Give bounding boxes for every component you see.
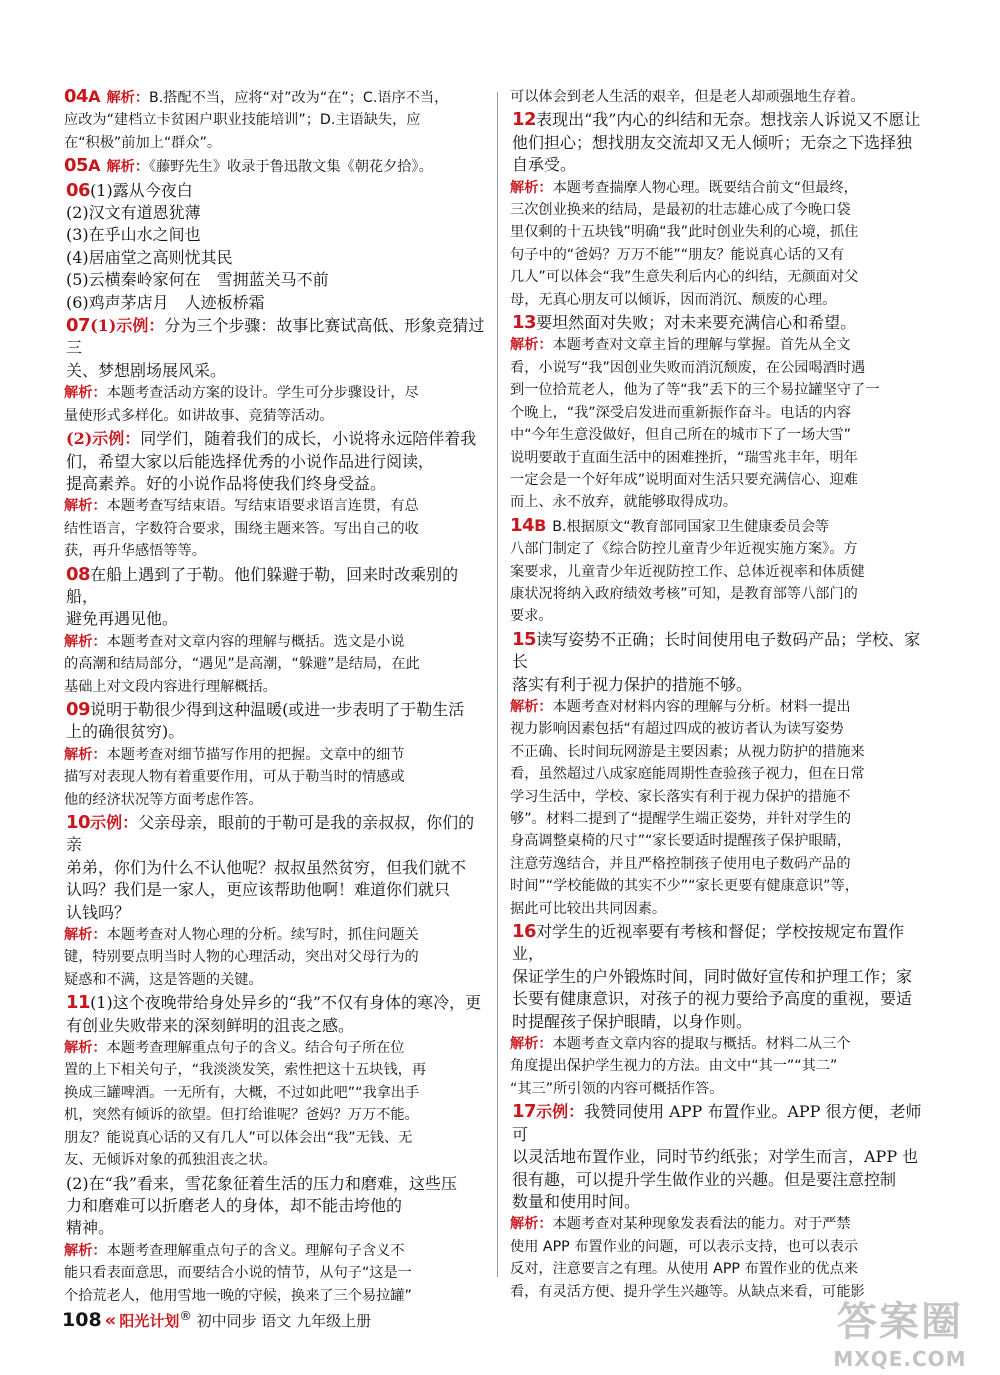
answer-line: (2)汉文有道恩犹薄 [66, 203, 201, 223]
answer-line: 弟弟，你们为什么不认他呢？叔叔虽然贫穷，但我们就不 [66, 857, 467, 877]
answer-item [510, 1101, 930, 1303]
analysis-line: 使用 APP 布置作业的问题，可以表示支持，也可以表示 [510, 1238, 858, 1255]
label-tag: 示例： [90, 813, 139, 832]
analysis-line: 解析：本题考查写结束语。写结束语要求语言连贯，有总 [64, 498, 419, 515]
watermark-line2: MXQE.COM [833, 1347, 967, 1371]
analysis-line: 结性语言，字数符合要求，围绕主题来答。写出自己的收 [64, 520, 419, 537]
answer-item [510, 312, 930, 514]
answer-item [510, 921, 930, 1100]
analysis-line: 解析：本题考查理解重点句子的含义。理解句子含义不 [64, 1242, 405, 1259]
analysis-line: 置的上下相关句子，“我淡淡发笑，索性把这十五块钱，再 [64, 1062, 427, 1079]
analysis-line: 够”。材料二提到了“提醒学生端正姿势，并针对学生的 [510, 811, 852, 827]
label-tag: 解析： [510, 1036, 553, 1053]
analysis-line: 据此可比较出共同因素。 [510, 900, 667, 917]
analysis-line: 要求。 [510, 608, 553, 625]
analysis-line: 基础上对文段内容进行理解概括。 [64, 678, 277, 695]
analysis-line: 看，小说写“我”因创业失败而消沉颓废，在公园喝酒时遇 [510, 359, 866, 376]
analysis-line: 解析：本题考查理解重点句子的含义。结合句子所在位 [64, 1040, 405, 1057]
analysis-line: 友、无倾诉对象的孤独沮丧之状。 [64, 1152, 277, 1169]
analysis-line: 解析：本题考查文章内容的提取与概括。材料二从三个 [510, 1036, 851, 1053]
registered-mark: ® [179, 1308, 192, 1323]
answer-line: 提高素养。好的小说作品将使我们终身受益。 [66, 473, 387, 493]
answer-item [510, 515, 930, 628]
analysis-line: 注意劳逸结合，并且严格控制孩子使用电子数码产品的 [510, 855, 851, 872]
question-number: 12 [512, 109, 537, 131]
question-number: 13 [512, 312, 537, 334]
analysis-line: 解析：本题考查对文章内容的理解与概括。选文是小说 [64, 633, 405, 650]
answer-item [64, 428, 486, 562]
analysis-line: 换成三罐啤酒。一无所有，大概，不过如此吧”“我拿出手 [64, 1084, 420, 1101]
column-divider [497, 92, 498, 1277]
analysis-line: 中“今年生意没做好，但自己所在的城市下了一场大雪” [510, 427, 852, 444]
answer-line: 10示例：父亲母亲，眼前的于勒可是我的亲叔叔，你们的亲 [66, 812, 475, 855]
watermark-line1: 答案圈 [837, 1299, 963, 1345]
answer-line: (6)鸡声茅店月 人迹板桥霜 [66, 292, 265, 312]
answer-line: 认钱吗？ [66, 902, 131, 922]
analysis-line: 八部门制定了《综合防控儿童青少年近视实施方案》。方 [510, 541, 858, 558]
analysis-line: 获，再升华感悟等等。 [64, 543, 206, 560]
analysis-line: 解析：本题考查对人物心理的分析。续写时，抓住问题关 [64, 927, 419, 944]
analysis-line: 角度提出保护学生视力的方法。由文中“其一”“其二” [510, 1058, 838, 1075]
answer-item [64, 564, 486, 698]
left-column [64, 86, 486, 1308]
answer-item [64, 992, 486, 1171]
analysis-line: 个拾荒老人，他用雪地一晚的守候，换来了三个易拉罐” [64, 1287, 412, 1304]
analysis-line: 看，虽然超过八成家庭能周期性查验孩子视力，但在日常 [510, 766, 865, 783]
answer-item [510, 86, 930, 108]
answer-letter: A [88, 156, 101, 176]
analysis-line: 视力影响因素包括“有超过四成的被访者认为读写姿势 [510, 721, 844, 738]
label-tag: 解析： [64, 927, 107, 944]
question-number: 09 [66, 698, 91, 720]
answer-line: 上的确很贫穷)。 [66, 722, 185, 742]
answer-line: 避免再遇见他。 [66, 609, 179, 629]
chevron-left-icon: « [104, 1310, 117, 1331]
answer-line: 06(1)露从今夜白 [66, 179, 193, 201]
analysis-line: 时间”“学校能做的其实不少”“家长更要有健康意识”等， [510, 878, 859, 895]
answer-letter: A [88, 87, 101, 106]
question-number: 14 [510, 514, 535, 536]
analysis-line: 康状况将纳入政府绩效考核”可知，是教育部等八部门的 [510, 585, 858, 602]
label-tag: 解析： [510, 1216, 553, 1233]
analysis-line: 应改为“建档立卡贫困户职业技能培训”；D.主语缺失，应 [64, 112, 421, 129]
label-tag: 解析： [106, 159, 150, 176]
answer-line: 保证学生的户外锻炼时间，同时做好宣传和护理工作；家 [512, 966, 913, 986]
label-tag: 解析： [64, 1040, 107, 1057]
analysis-line: 04A 解析：B.搭配不当，应将“对”改为“在”；C.语序不当， [64, 86, 449, 107]
answer-line: 自承受。 [512, 155, 577, 175]
answer-line: (5)云横秦岭家何在 雪拥蓝关马不前 [66, 270, 329, 290]
answer-item [510, 629, 930, 920]
label-tag: 示例： [536, 1102, 585, 1122]
answer-line: 们，希望大家以后能选择优秀的小说作品进行阅读， [66, 451, 435, 471]
answer-letter: B [534, 515, 547, 535]
analysis-line: 量使形式多样化。如讲故事、竞猜等活动。 [64, 407, 334, 424]
analysis-line: 朋友？能说真心话的又有几人”可以体会出“我”无钱、无 [64, 1129, 413, 1146]
analysis-line: 个晚上，“我”深受启发进而重新振作奋斗。电话的内容 [510, 404, 852, 421]
question-number: 04 [64, 86, 89, 107]
analysis-line: 解析：本题考查对某种现象发表看法的能力。对于严禁 [510, 1216, 851, 1233]
analysis-line: 母，无真心朋友可以倾诉，因而消沉、颓废的心理。 [510, 291, 837, 308]
book-title: 初中同步 语文 九年级上册 [196, 1312, 372, 1330]
question-number: 17 [512, 1101, 537, 1123]
answer-line: 数量和使用时间。 [512, 1191, 641, 1211]
analysis-line: 机，突然有倾诉的欲望。但打给谁呢？爸妈？万万不能。 [64, 1107, 419, 1124]
analysis-line: 在“积极”前加上“群众”。 [64, 134, 222, 151]
answer-line: 很有趣，可以提升学生做作业的兴趣。但是要注意控制 [512, 1169, 897, 1189]
answer-line: 13要坦然面对失败；对未来要充满信心和希望。 [512, 312, 857, 334]
analysis-line: 一定会是一个好年成”说明面对生活只要充满信心、迎难 [510, 471, 858, 488]
label-tag: 解析： [510, 337, 553, 354]
analysis-line: 05A 解析：《藤野先生》收录于鲁迅散文集《朝花夕拾》。 [64, 155, 433, 177]
answer-line: 17示例：我赞同使用 APP 布置作业。APP 很方便，老师可 [512, 1101, 922, 1144]
answer-item [64, 180, 486, 314]
analysis-line: 反对，注意要言之有理。从使用 APP 布置作业的优点来 [510, 1261, 858, 1278]
answer-line: 07(1)示例：分为三个步骤：故事比赛试高低、形象竞猜过三 [66, 315, 485, 358]
answer-item [64, 812, 486, 991]
analysis-line: 几人”可以体会“我”生意失利后内心的纠结，无颜面对父 [510, 269, 859, 286]
question-number: 08 [66, 563, 91, 585]
analysis-line: 解析：本题考查对文章主旨的理解与掌握。首先从全文 [510, 337, 851, 354]
label-tag: (1)示例： [90, 316, 165, 336]
answer-line: (3)在乎山水之间也 [66, 225, 201, 245]
question-number: 10 [66, 812, 91, 833]
answer-item [64, 699, 486, 811]
label-tag: 解析： [64, 385, 107, 402]
answer-line: 16对学生的近视率要有考核和督促；学校按规定布置作业， [512, 921, 905, 964]
answer-line: 关、梦想剧场展风采。 [66, 360, 227, 380]
question-number: 06 [66, 179, 91, 201]
analysis-line: 身高调整桌椅的尺寸”“家长要适时提醒孩子保护眼睛， [510, 833, 852, 850]
answer-line: 时提醒孩子保护眼睛，以身作则。 [512, 1011, 753, 1031]
analysis-line: 能只看表面意思，而要结合小说的情节，从句子“这是一 [64, 1265, 412, 1282]
question-number: 07 [66, 315, 91, 337]
analysis-line: 解析：本题考查活动方案的设计。学生可分步骤设计，尽 [64, 385, 419, 402]
analysis-line: 描写对表现人物有着重要作用，可从于勒当时的情感或 [64, 769, 405, 786]
answer-line: 08在船上遇到了于勒。他们躲避于勒，回来时改乘别的船， [66, 563, 459, 606]
analysis-line: 不正确、长时间玩网游是主要因素；从视力防护的措施来 [510, 743, 865, 760]
answer-item [64, 315, 486, 427]
answer-line: 他们担心；想找朋友交流却又无人倾听；无奈之下选择独 [512, 132, 913, 152]
page-number: 108 [62, 1309, 102, 1331]
analysis-line: 他的经济状况等方面考虑作答。 [64, 791, 263, 808]
analysis-line: 句子中的“爸妈？万万不能”“朋友？能说真心话的又有 [510, 246, 845, 263]
analysis-line: 里仅剩的十五块钱”明确“我”此时创业失利的心境，抓住 [510, 224, 859, 241]
answer-line: 15读写姿势不正确；长时间使用电子数码产品；学校、家长 [512, 628, 921, 672]
right-column [510, 86, 930, 1304]
analysis-line: 疑惑和不满，这是答题的关键。 [64, 971, 263, 988]
analysis-line: 看，有灵活方便、提升学生兴趣等。从缺点来看，可能影 [510, 1283, 865, 1300]
label-tag: 解析： [510, 698, 553, 715]
answer-line: 精神。 [66, 1218, 115, 1238]
analysis-line: 可以体会到老人生活的艰辛，但是老人却顽强地生存着。 [510, 89, 865, 105]
analysis-line: 到一位拾荒老人，他为了等“我”丢下的三个易拉罐坚守了一 [510, 382, 880, 399]
analysis-line: 而上、永不放弃，就能够取得成功。 [510, 494, 738, 511]
label-tag: 解析： [64, 1242, 107, 1259]
answer-line: 有创业失败带来的深刻鲜明的沮丧之感。 [66, 1015, 355, 1035]
analysis-line: 说明要敢于直面生活中的困难挫折，“瑞雪兆丰年，明年 [510, 449, 858, 466]
answer-item [64, 1173, 486, 1307]
question-number: 16 [512, 921, 537, 943]
label-tag: 解析： [64, 633, 107, 650]
analysis-line: 学习生活中，学校、家长落实有利于视力保护的措施不 [510, 788, 851, 805]
analysis-line: 键，特别要点明当时人物的心理活动，突出对父母行为的 [64, 949, 419, 966]
answer-line: (2)在“我”看来，雪花象征着生活的压力和磨难，这些压 [66, 1173, 458, 1193]
analysis-line: 解析：本题考查对细节描写作用的把握。文章中的细节 [64, 746, 405, 763]
answer-item [510, 109, 930, 311]
answer-line: 11(1)这个夜晚带给身处异乡的“我”不仅有身体的寒冷，更 [66, 992, 482, 1014]
analysis-line: 案要求，儿童青少年近视防控工作、总体近视率和体质健 [510, 563, 865, 580]
label-tag: (2)示例： [66, 429, 141, 449]
answer-line: 09说明于勒很少得到这种温暖(或进一步表明了于勒生活 [66, 698, 465, 720]
analysis-line: 解析：本题考查揣摩人物心理。既要结合前文“但最终， [510, 179, 858, 196]
answer-line: 长要有健康意识，对孩子的视力要给予高度的重视，要适 [512, 989, 913, 1009]
answer-line: 以灵活地布置作业，同时节约纸张；对学生而言，APP 也 [512, 1147, 919, 1167]
answer-item [64, 155, 486, 178]
question-number: 15 [512, 628, 537, 650]
label-tag: 解析： [64, 498, 107, 515]
answer-line: 落实有利于视力保护的措施不够。 [512, 674, 753, 694]
analysis-line: 14B B.根据原文“教育部同国家卫生健康委员会等 [510, 514, 830, 536]
label-tag: 解析： [64, 746, 107, 763]
question-number: 05 [64, 155, 89, 177]
page-footer [62, 1308, 371, 1331]
label-tag: 解析： [106, 90, 150, 106]
answer-line: (2)示例：同学们，随着我们的成长，小说将永远陪伴着我 [66, 429, 477, 449]
watermark-logo [810, 1290, 990, 1370]
brand-name: 阳光计划 [119, 1312, 180, 1330]
answer-item [64, 86, 486, 154]
analysis-line: 三次创业换来的结局，是最初的壮志雄心成了今晚口袋 [510, 202, 851, 219]
question-number: 11 [66, 992, 91, 1014]
analysis-line: “其三”所引领的内容可概括作答。 [510, 1080, 724, 1097]
answer-line: 12表现出“我”内心的纠结和无奈。想找亲人诉说又不愿让 [512, 109, 921, 131]
label-tag: 解析： [510, 179, 553, 196]
answer-line: 力和磨难可以折磨老人的身体，却不能击垮他的 [66, 1195, 403, 1215]
answer-line: 认吗？我们是一家人，更应该帮助他啊！难道你们就只 [66, 880, 451, 900]
answer-line: (4)居庙堂之高则忧其民 [66, 247, 233, 267]
analysis-line: 的高潮和结局部分，“遇见”是高潮，“躲避”是结局，在此 [64, 656, 420, 673]
analysis-line: 解析：本题考查对材料内容的理解与分析。材料一提出 [510, 698, 851, 715]
